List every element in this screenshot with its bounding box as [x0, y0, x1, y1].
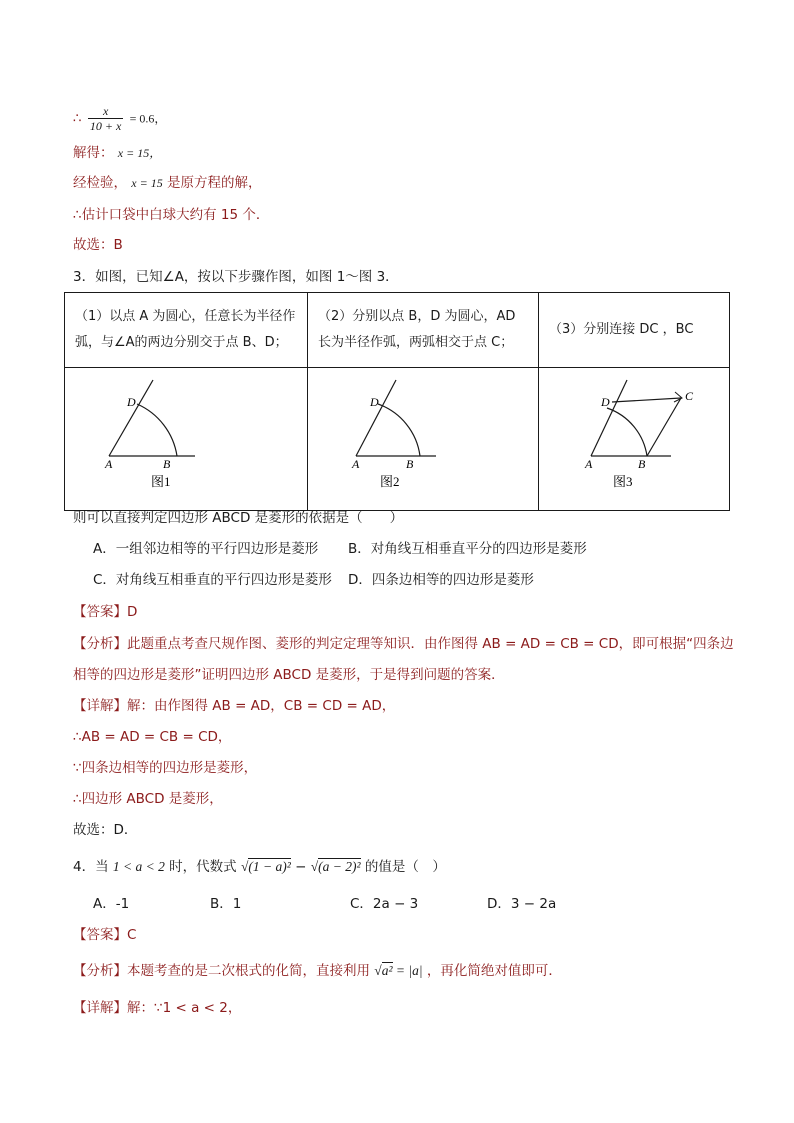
q4-minus: − [295, 859, 307, 875]
solve-line [73, 143, 161, 163]
analysis-pre: 本题考查的是二次根式的化简，直接利用 [127, 963, 370, 979]
choose-line: 故选：B [73, 237, 123, 253]
q4-condition: 1 < a < 2 [112, 859, 165, 874]
analysis-4 [73, 961, 562, 981]
step-3-line-1: （3）分别连接 DC ，BC [549, 322, 694, 337]
answer-value: C [127, 927, 137, 943]
ray-ad [109, 380, 153, 456]
check-line [73, 173, 262, 193]
solve-label: 解得： [73, 145, 114, 161]
therefore-symbol: ∴ [73, 110, 82, 127]
label-d: D [601, 395, 610, 409]
detail-text-1: 解：∵1 < a < 2， [127, 1000, 242, 1016]
detail-4-line-1 [73, 998, 241, 1018]
figure-2-caption: 图2 [380, 474, 400, 489]
segment-dc [612, 398, 681, 402]
detail-3-line-1 [73, 696, 395, 716]
q4-option-a: A．-1 [93, 896, 130, 912]
step-1-line-1: （1）以点 A 为圆心，任意长为半径作 [75, 309, 296, 324]
q4-option-c: C．2a − 3 [350, 896, 419, 912]
solve-value: x = 15， [117, 146, 162, 160]
figure-1-cell [65, 368, 308, 511]
q4-tail: 的值是（ ） [364, 859, 446, 875]
label-b: B [406, 457, 414, 471]
q4-root-2 [311, 857, 361, 877]
detail-3-line-2: ∴AB = AD = CB = CD， [73, 729, 232, 745]
question-4-stem [73, 857, 446, 877]
detail-3-line-3: ∵四条边相等的四边形是菱形， [73, 760, 258, 776]
check-value: x = 15 [131, 176, 163, 190]
figure-1-caption: 图1 [151, 474, 171, 489]
figure-1 [65, 368, 307, 500]
label-a: A [352, 457, 360, 471]
analysis-post: ，再化简绝对值即可． [426, 963, 562, 979]
formula-eq: = |a| [395, 963, 423, 978]
fraction-equation [73, 104, 166, 133]
answer-value: D [127, 604, 138, 620]
question-3-stem: 3．如图，已知∠A，按以下步骤作图，如图 1～图 3． [73, 269, 399, 285]
step-3-cell [539, 293, 730, 368]
option-c: C．对角线互相垂直的平行四边形是菱形 [93, 572, 332, 588]
step-2-line-1: （2）分别以点 B，D 为圆心，AD [318, 309, 516, 324]
arc-bd [137, 404, 177, 456]
q4-prefix: 4．当 [73, 859, 109, 875]
step-1-line-2: 弧，与∠A的两边分别交于点 B、D； [75, 335, 288, 350]
q4-root-1 [241, 857, 291, 877]
q4-option-d: D．3 − 2a [487, 896, 557, 912]
answer-3 [73, 602, 137, 622]
sqrt-symbol: √ [374, 963, 382, 978]
figure-3 [539, 368, 729, 500]
figure-3-caption: 图3 [613, 474, 633, 489]
estimate-line: ∴估计口袋中白球大约有 15 个． [73, 207, 270, 223]
check-tail: 是原方程的解， [167, 175, 262, 191]
option-b: B．对角线互相垂直平分的四边形是菱形 [348, 541, 587, 557]
label-a: A [585, 457, 593, 471]
analysis-tag: 【分析】 [73, 636, 127, 652]
ray-ad [591, 380, 627, 456]
arc-bd [378, 404, 420, 456]
steps-table [64, 292, 730, 511]
label-a: A [105, 457, 113, 471]
answer-4 [73, 925, 136, 945]
analysis-text-1: 此题重点考查尺规作图、菱形的判定定理等知识．由作图得 AB = AD = CB = CD，即可根据“四条边 [127, 636, 734, 652]
fraction-denominator: 10 + x [89, 119, 122, 133]
q4-expr-1: (1 − a)² [248, 859, 291, 874]
label-d: D [127, 395, 136, 409]
option-d: D．四条边相等的四边形是菱形 [348, 572, 534, 588]
arc-bd [607, 408, 647, 456]
label-c: C [685, 389, 694, 403]
detail-text-1: 解：由作图得 AB = AD，CB = CD = AD， [127, 698, 396, 714]
detail-3-line-4: ∴四边形 ABCD 是菱形， [73, 791, 223, 807]
option-a: A．一组邻边相等的平行四边形是菱形 [93, 541, 319, 557]
step-2-cell [308, 293, 539, 368]
check-label: 经检验， [73, 175, 127, 191]
analysis-3-line-1 [73, 634, 734, 654]
step-1-cell [65, 293, 308, 368]
segment-bc [647, 398, 681, 456]
q4-option-b: B．1 [210, 896, 242, 912]
analysis-formula [374, 961, 422, 981]
ray-ad [356, 380, 396, 456]
fraction [88, 104, 123, 133]
detail-tag: 【详解】 [73, 1000, 127, 1016]
formula-radicand: a² [381, 963, 393, 978]
equation-tail: = 0.6， [129, 111, 167, 126]
answer-tag: 【答案】 [73, 604, 127, 620]
q4-mid: 时，代数式 [169, 859, 237, 875]
sqrt-symbol: √ [240, 859, 249, 874]
figure-3-cell [539, 368, 730, 511]
step-2-line-2: 长为半径作弧，两弧相交于点 C； [318, 335, 514, 350]
question-3-prompt: 则可以直接判定四边形 ABCD 是菱形的依据是（ ） [73, 510, 404, 526]
analysis-tag: 【分析】 [73, 963, 127, 979]
label-b: B [638, 457, 646, 471]
detail-3-line-5: 故选：D． [73, 822, 138, 838]
sqrt-symbol: √ [310, 859, 319, 874]
answer-tag: 【答案】 [73, 927, 127, 943]
label-b: B [163, 457, 171, 471]
detail-tag: 【详解】 [73, 698, 127, 714]
figure-2-cell [308, 368, 539, 511]
label-d: D [370, 395, 379, 409]
q4-expr-2: (a − 2)² [318, 859, 361, 874]
analysis-3-line-2: 相等的四边形是菱形”证明四边形 ABCD 是菱形，于是得到问题的答案． [73, 667, 505, 683]
arc-c [674, 392, 682, 402]
figure-2 [308, 368, 538, 500]
fraction-numerator: x [88, 104, 123, 119]
